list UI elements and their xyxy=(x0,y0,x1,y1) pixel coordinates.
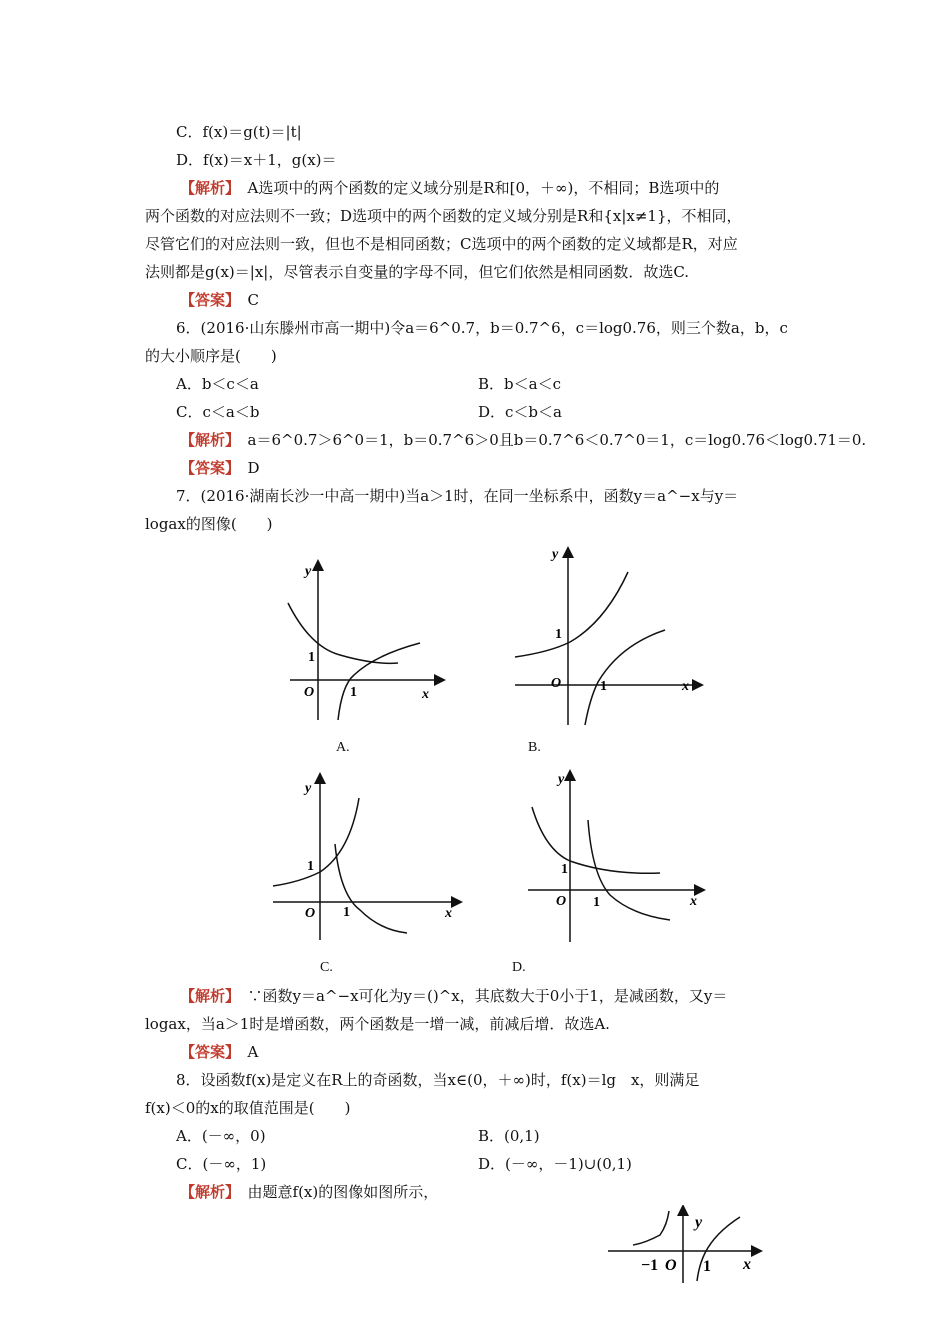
answer-tag: 【答案】 xyxy=(180,291,233,309)
q7-stem-line1: 7．(2016·湖南长沙一中高一期中)当a＞1时，在同一坐标系中，函数y＝a^−x与y＝ xyxy=(176,487,739,505)
q5-option-c: C．f(x)＝g(t)＝|t| xyxy=(176,123,302,141)
graph-a xyxy=(270,555,450,730)
q7-stem-line2: logax的图像( ) xyxy=(145,515,273,533)
q8-option-d: D．(－∞，－1)∪(0,1) xyxy=(478,1155,632,1173)
answer-tag: 【答案】 xyxy=(180,459,233,477)
y-label: y xyxy=(695,1214,703,1231)
graph-d xyxy=(520,765,710,945)
curve-log xyxy=(585,630,665,725)
x-label: x xyxy=(422,687,429,702)
q8-stem-line2: f(x)＜0的x的取值范围是( ) xyxy=(145,1099,351,1117)
graph-c xyxy=(265,770,465,945)
caption-c: C. xyxy=(320,960,333,975)
origin-label: O xyxy=(305,906,316,921)
q8-option-b: B．(0,1) xyxy=(478,1127,540,1145)
y-one-label: 1 xyxy=(555,627,562,642)
q5-analysis-line4: 法则都是g(x)＝|x|，尽管表示自变量的字母不同，但它们依然是相同函数．故选C. xyxy=(145,263,690,281)
neg-one-label: −1 xyxy=(641,1257,659,1274)
origin-label: O xyxy=(304,685,315,700)
curve-decreasing-1 xyxy=(532,807,660,873)
curve-exponential xyxy=(288,603,398,663)
origin-label: O xyxy=(556,894,567,909)
origin-label: O xyxy=(551,676,562,691)
q6-stem-line1: 6．(2016·山东滕州市高一期中)令a＝6^0.7，b＝0.7^6，c＝log0.76，则三个数a，b，c xyxy=(176,319,788,337)
origin-label: O xyxy=(665,1257,677,1274)
caption-a: A. xyxy=(336,740,350,755)
x-one-label: 1 xyxy=(350,685,357,700)
q8-option-c: C．(－∞，1) xyxy=(176,1155,267,1173)
y-label: y xyxy=(305,781,312,796)
y-label: y xyxy=(552,547,559,562)
y-one-label: 1 xyxy=(307,859,314,874)
q5-analysis-line2: 两个函数的对应法则不一致；D选项中的两个函数的定义域分别是R和{x|x≠1}，不相同， xyxy=(145,207,742,225)
x-label: x xyxy=(743,1256,751,1273)
y-one-label: 1 xyxy=(308,650,315,665)
curve-exponential xyxy=(515,572,628,657)
y-label: y xyxy=(558,772,565,787)
q8-stem-line1: 8．设函数f(x)是定义在R上的奇函数，当x∈(0，＋∞)时，f(x)＝lg x，则满足 xyxy=(176,1071,700,1089)
q5-analysis-line3: 尽管它们的对应法则一致，但也不是相同函数；C选项中的两个函数的定义域都是R，对应 xyxy=(145,235,738,253)
y-one-label: 1 xyxy=(561,862,568,877)
curve-exponential xyxy=(273,798,359,886)
q7-answer: 【答案】 A xyxy=(180,1043,259,1061)
q7-analysis-line2: logax，当a＞1时是增函数，两个函数是一增一减，前减后增．故选A. xyxy=(145,1015,610,1033)
caption-d: D. xyxy=(512,960,526,975)
curve-decreasing-2 xyxy=(588,820,670,920)
analysis-tag: 【解析】 xyxy=(180,987,233,1005)
analysis-tag: 【解析】 xyxy=(180,179,233,197)
x-label: x xyxy=(445,906,452,921)
y-label: y xyxy=(305,564,312,579)
x-one-label: 1 xyxy=(600,679,607,694)
q6-option-c: C．c＜a＜b xyxy=(176,403,260,421)
one-label: 1 xyxy=(703,1258,711,1275)
graph-q8 xyxy=(605,1205,765,1285)
answer-tag: 【答案】 xyxy=(180,1043,233,1061)
q6-option-b: B．b＜a＜c xyxy=(478,375,561,393)
graph-b xyxy=(510,540,705,730)
x-one-label: 1 xyxy=(343,905,350,920)
q6-option-d: D．c＜b＜a xyxy=(478,403,562,421)
q7-analysis-line1: 【解析】 ∵函数y＝a^−x可化为y＝()^x，其底数大于0小于1，是减函数，又y＝ xyxy=(180,987,728,1005)
analysis-tag: 【解析】 xyxy=(180,1183,233,1201)
q6-stem-line2: 的大小顺序是( ) xyxy=(145,347,277,365)
q5-analysis-line1: 【解析】 A选项中的两个函数的定义域分别是R和[0，＋∞)，不相同；B选项中的 xyxy=(180,179,720,197)
q6-analysis: 【解析】 a＝6^0.7＞6^0＝1，b＝0.7^6＞0且b＝0.7^6＜0.7^0＝1，c＝log0.76＜log0.71＝0. xyxy=(180,431,867,449)
x-label: x xyxy=(690,894,697,909)
q6-answer: 【答案】 D xyxy=(180,459,260,477)
caption-b: B. xyxy=(528,740,541,755)
curve-negative-branch xyxy=(633,1211,669,1245)
q6-option-a: A．b＜c＜a xyxy=(176,375,259,393)
q8-option-a: A．(－∞，0) xyxy=(176,1127,266,1145)
q8-analysis: 【解析】 由题意f(x)的图像如图所示， xyxy=(180,1183,439,1201)
curve-log xyxy=(338,643,420,720)
q5-answer: 【答案】 C xyxy=(180,291,260,309)
x-one-label: 1 xyxy=(593,895,600,910)
q5-option-d: D．f(x)＝x＋1，g(x)＝ xyxy=(176,151,337,169)
analysis-tag: 【解析】 xyxy=(180,431,233,449)
x-label: x xyxy=(682,679,689,694)
